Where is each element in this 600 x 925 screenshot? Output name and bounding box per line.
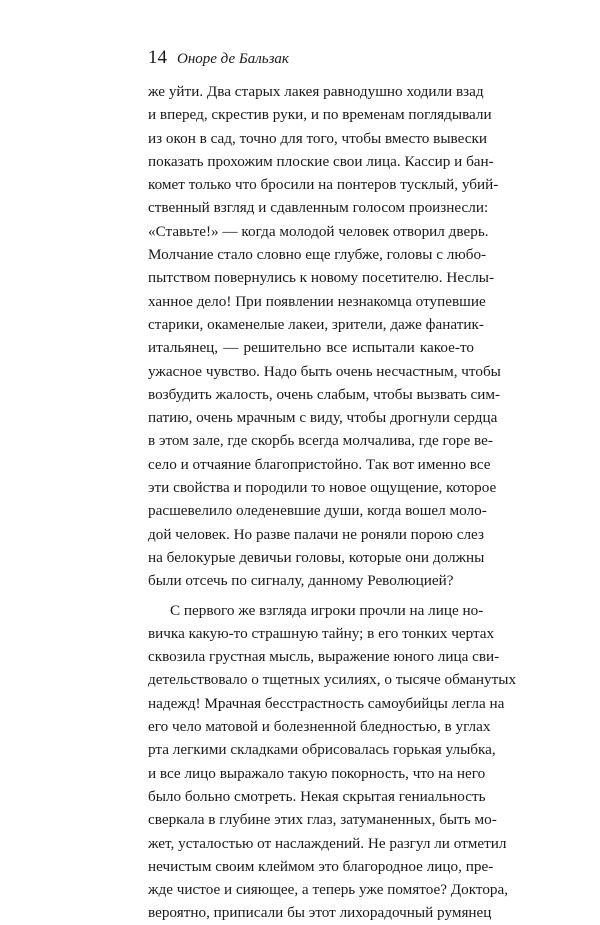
text-line: село и отчаяние благопристойно. Так вот именно все xyxy=(148,455,491,473)
text-line: эти свойства и породили то новое ощущение, которое xyxy=(148,479,497,497)
text-line: старики, окаменелые лакеи, зрители, даже фанатик- xyxy=(148,315,484,333)
text-line: и вперед, скрестив руки, и по временам поглядывали xyxy=(148,106,492,124)
text-line: С первого же взгляда игроки прочли на лице но- xyxy=(170,601,484,619)
text-line: было больно смотреть. Некая скрытая гениальность xyxy=(148,787,486,805)
text-line: итальянец, — решительно все испытали какое-то xyxy=(148,339,474,357)
paragraph xyxy=(148,599,517,925)
text-line: из окон в сад, точно для того, чтобы вместо вывески xyxy=(148,129,487,147)
text-line: патию, очень мрачным с виду, чтобы дрогнули сердца xyxy=(148,409,498,427)
text-line: сверкала в глубине этих глаз, затуманенных, быть мо- xyxy=(148,811,497,829)
text-line: ственный взгляд и сдавленным голосом произнесли: xyxy=(148,199,489,217)
text-line: и все лицо выражало такую покорность, что на него xyxy=(148,764,486,782)
text-line: были отсечь по сигналу, данному Революцией? xyxy=(148,572,454,590)
text-line: вероятно, приписали бы этот лихорадочный румянец xyxy=(148,904,492,922)
text-line: сквозила грустная мысль, выражение юного лица сви- xyxy=(148,648,500,666)
text-line: пытством повернулись к новому посетителю. Неслы- xyxy=(148,269,495,287)
text-line: нечистым своим клеймом это благородное лицо, пре- xyxy=(148,857,494,875)
text-line: ханное дело! При появлении незнакомца отупевшие xyxy=(148,292,486,310)
text-line: жет, усталостью от наслаждений. Не разгул ли отметил xyxy=(148,834,507,852)
text-line: детельствовало о тщетных усилиях, о тысяче обманутых xyxy=(148,671,517,689)
text-line: расшевелило оледеневшие души, когда вошел моло- xyxy=(148,502,487,520)
paragraph xyxy=(148,80,501,593)
text-line: Молчание стало словно еще глубже, головы с любо- xyxy=(148,246,487,264)
text-line: в этом зале, где скорбь всегда молчалива, где горе ве- xyxy=(148,432,493,450)
text-line: вичка какую-то страшную тайну; в его тонких чертах xyxy=(148,624,495,642)
text-line: жде чистое и сияющее, а теперь уже помятое? Доктора, xyxy=(148,881,509,899)
text-line: же уйти. Два старых лакея равнодушно ходили взад xyxy=(148,83,484,100)
running-title: Оноре де Бальзак xyxy=(177,51,289,67)
text-line: дой человек. Но разве палачи не роняли порою слез xyxy=(148,525,484,543)
body-text xyxy=(148,80,517,925)
running-head xyxy=(148,47,289,69)
text-line: на белокурые девичьи головы, которые они должны xyxy=(148,548,485,566)
text-line: показать прохожим плоские свои лица. Кассир и бан- xyxy=(148,152,494,170)
text-line: возбудить жалость, очень слабым, чтобы вызвать сим- xyxy=(148,385,501,403)
text-line: комет только что бросили на понтеров тусклый, убий- xyxy=(148,176,499,194)
text-line: его чело матовой и болезненной бледностью, в углах xyxy=(148,718,491,736)
page-number: 14 xyxy=(148,47,167,68)
text-line: ужасное чувство. Надо быть очень несчастным, чтобы xyxy=(148,362,501,380)
text-line: надежд! Мрачная бесстрастность самоубийцы легла на xyxy=(148,694,505,712)
text-line: «Ставьте!» — когда молодой человек отворил дверь. xyxy=(148,222,489,240)
text-line: рта легкими складками обрисовалась горькая улыбка, xyxy=(148,741,496,759)
